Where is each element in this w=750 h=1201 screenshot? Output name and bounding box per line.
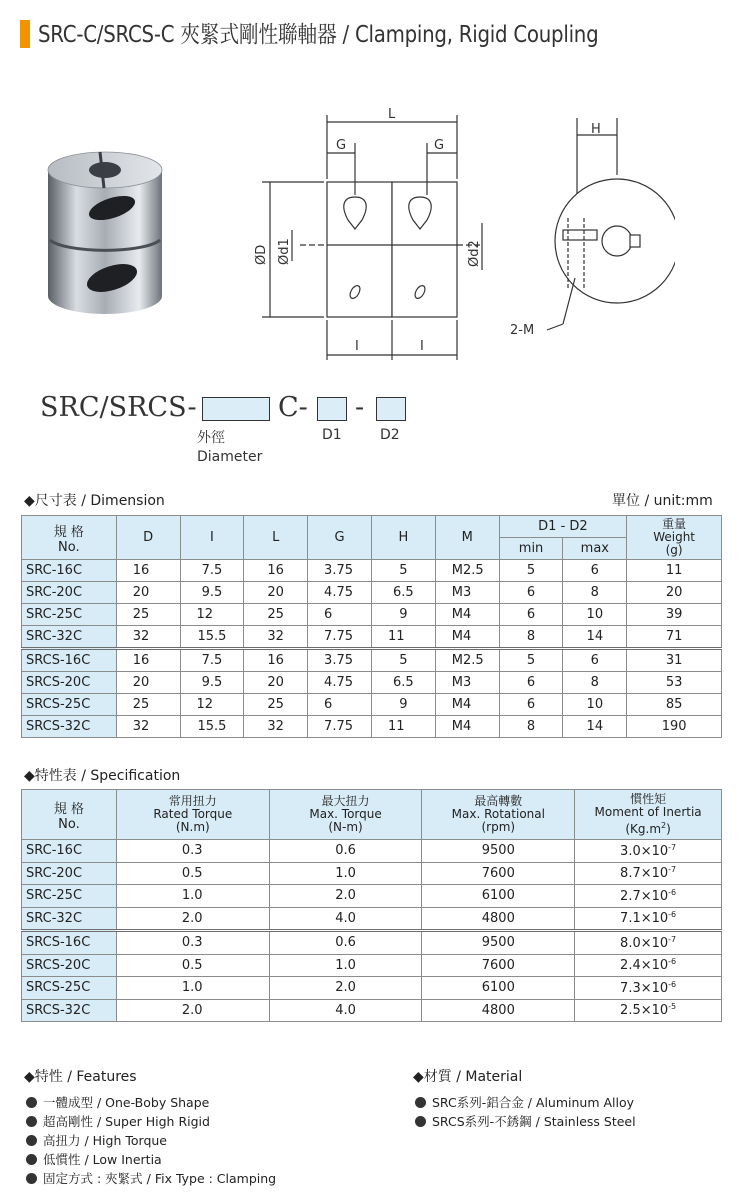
spec-header-spec: 規 格 No.: [22, 790, 117, 840]
dim-header-G: G: [308, 516, 372, 560]
table-row: SRC-32C 32 15.5 32 7.75 11 M4 8 14 71: [22, 626, 722, 649]
table-row: SRC-25C 1.0 2.0 6100 $2.7\times 10^{-6}$: [22, 885, 722, 908]
dim-header-D: D: [116, 516, 180, 560]
table-row: SRC-32C 2.0 4.0 4800 $7.1\times 10^{-6}$: [22, 907, 722, 931]
dim-label-G-right: G: [434, 138, 445, 153]
dim-header-weight: 重量 Weight (g): [627, 516, 722, 560]
dim-label-phid2: Ød2: [467, 240, 482, 267]
dim-label-H: H: [591, 122, 601, 137]
dim-header-spec: 規 格 No.: [22, 516, 117, 560]
dim-header-min: min: [499, 538, 563, 560]
dimension-table: [21, 515, 722, 738]
dimension-section-title: ◆尺寸表 / Dimension: [24, 493, 165, 509]
dim-label-I-right: I: [420, 339, 424, 354]
spec-header-rated: 常用扭力 Rated Torque (N.m): [116, 790, 269, 840]
table-row: SRC-25C 25 12 25 6 9 M4 6 10 39: [22, 604, 722, 626]
table-row: SRCS-20C 0.5 1.0 7600 $2.4\times 10^{-6}$: [22, 954, 722, 977]
material-list: [415, 1093, 636, 1131]
page-title: SRC-C/SRCS-C 夾緊式剛性聯軸器 / Clamping, Rigid Coupling: [38, 22, 599, 48]
table-row: SRCS-25C 1.0 2.0 6100 $7.3\times 10^{-6}$: [22, 977, 722, 1000]
d2-box: [376, 397, 406, 421]
specification-table: [21, 789, 722, 1022]
bullet-icon: [26, 1116, 37, 1127]
dim-header-max: max: [563, 538, 627, 560]
list-item: 超高剛性 / Super High Rigid: [26, 1112, 276, 1131]
caption-diameter-zh: 外徑: [197, 430, 225, 446]
dim-label-phiD: ØD: [254, 244, 269, 265]
table-row: SRC-16C 0.3 0.6 9500 $3.0\times 10^{-7}$: [22, 840, 722, 863]
dim-label-phid1: Ød1: [277, 238, 292, 265]
table-row: SRC-16C 16 7.5 16 3.75 5 M2.5 5 6 11: [22, 560, 722, 582]
table-row: SRC-20C 0.5 1.0 7600 $8.7\times 10^{-7}$: [22, 862, 722, 885]
features-section-title: ◆特性 / Features: [24, 1069, 137, 1085]
table-row: SRCS-32C 32 15.5 32 7.75 11 M4 8 14 190: [22, 716, 722, 738]
list-item: 固定方式 : 夾緊式 / Fix Type : Clamping: [26, 1169, 276, 1188]
bullet-icon: [26, 1173, 37, 1184]
title-accent-bar: [20, 20, 30, 48]
dim-header-I: I: [180, 516, 244, 560]
table-row: SRCS-16C 0.3 0.6 9500 $8.0\times 10^{-7}$: [22, 931, 722, 955]
dim-label-M: 2-M: [510, 323, 535, 338]
table-row: SRCS-25C 25 12 25 6 9 M4 6 10 85: [22, 694, 722, 716]
bullet-icon: [26, 1135, 37, 1146]
dim-label-L: L: [388, 107, 396, 122]
caption-d2: D2: [380, 427, 400, 443]
dimension-unit: 單位 / unit:mm: [612, 493, 713, 509]
diameter-box: [202, 397, 270, 421]
dim-header-M: M: [435, 516, 499, 560]
model-dash: -: [355, 392, 365, 423]
table-row: SRC-20C 20 9.5 20 4.75 6.5 M3 6 8 20: [22, 582, 722, 604]
model-prefix: SRC/SRCS-: [40, 392, 197, 423]
coupling-photo: [40, 148, 170, 318]
list-item: 高扭力 / High Torque: [26, 1131, 276, 1150]
model-c-part: C-: [278, 392, 308, 423]
list-item: SRCS系列-不銹鋼 / Stainless Steel: [415, 1112, 636, 1131]
bullet-icon: [415, 1116, 426, 1127]
spec-header-inertia: 慣性矩 Moment of Inertia $(Kg.m^2)$: [575, 790, 722, 840]
dim-label-I-left: I: [355, 339, 359, 354]
side-view-drawing: [240, 105, 510, 370]
list-item: SRC系列-鋁合金 / Aluminum Alloy: [415, 1093, 636, 1112]
bullet-icon: [26, 1154, 37, 1165]
spec-header-rotational: 最高轉數 Max. Rotational (rpm): [422, 790, 575, 840]
d1-box: [317, 397, 347, 421]
caption-d1: D1: [322, 427, 342, 443]
model-code: [40, 392, 197, 423]
list-item: 一體成型 / One-Boby Shape: [26, 1093, 276, 1112]
list-item: 低慣性 / Low Inertia: [26, 1150, 276, 1169]
features-list: [26, 1093, 276, 1188]
dim-header-d1d2: D1 - D2: [499, 516, 627, 538]
end-view-drawing: [505, 118, 675, 343]
spec-header-max: 最大扭力 Max. Torque (N-m): [269, 790, 422, 840]
dim-header-L: L: [244, 516, 308, 560]
caption-diameter-en: Diameter: [197, 449, 263, 465]
table-row: SRCS-16C 16 7.5 16 3.75 5 M2.5 5 6 31: [22, 649, 722, 672]
bullet-icon: [26, 1097, 37, 1108]
table-row: SRCS-20C 20 9.5 20 4.75 6.5 M3 6 8 53: [22, 672, 722, 694]
dim-header-H: H: [371, 516, 435, 560]
dim-label-G-left: G: [336, 138, 347, 153]
specification-section-title: ◆特性表 / Specification: [24, 768, 181, 784]
material-section-title: ◆材質 / Material: [413, 1069, 523, 1085]
table-row: SRCS-32C 2.0 4.0 4800 $2.5\times 10^{-5}$: [22, 999, 722, 1022]
bullet-icon: [415, 1097, 426, 1108]
